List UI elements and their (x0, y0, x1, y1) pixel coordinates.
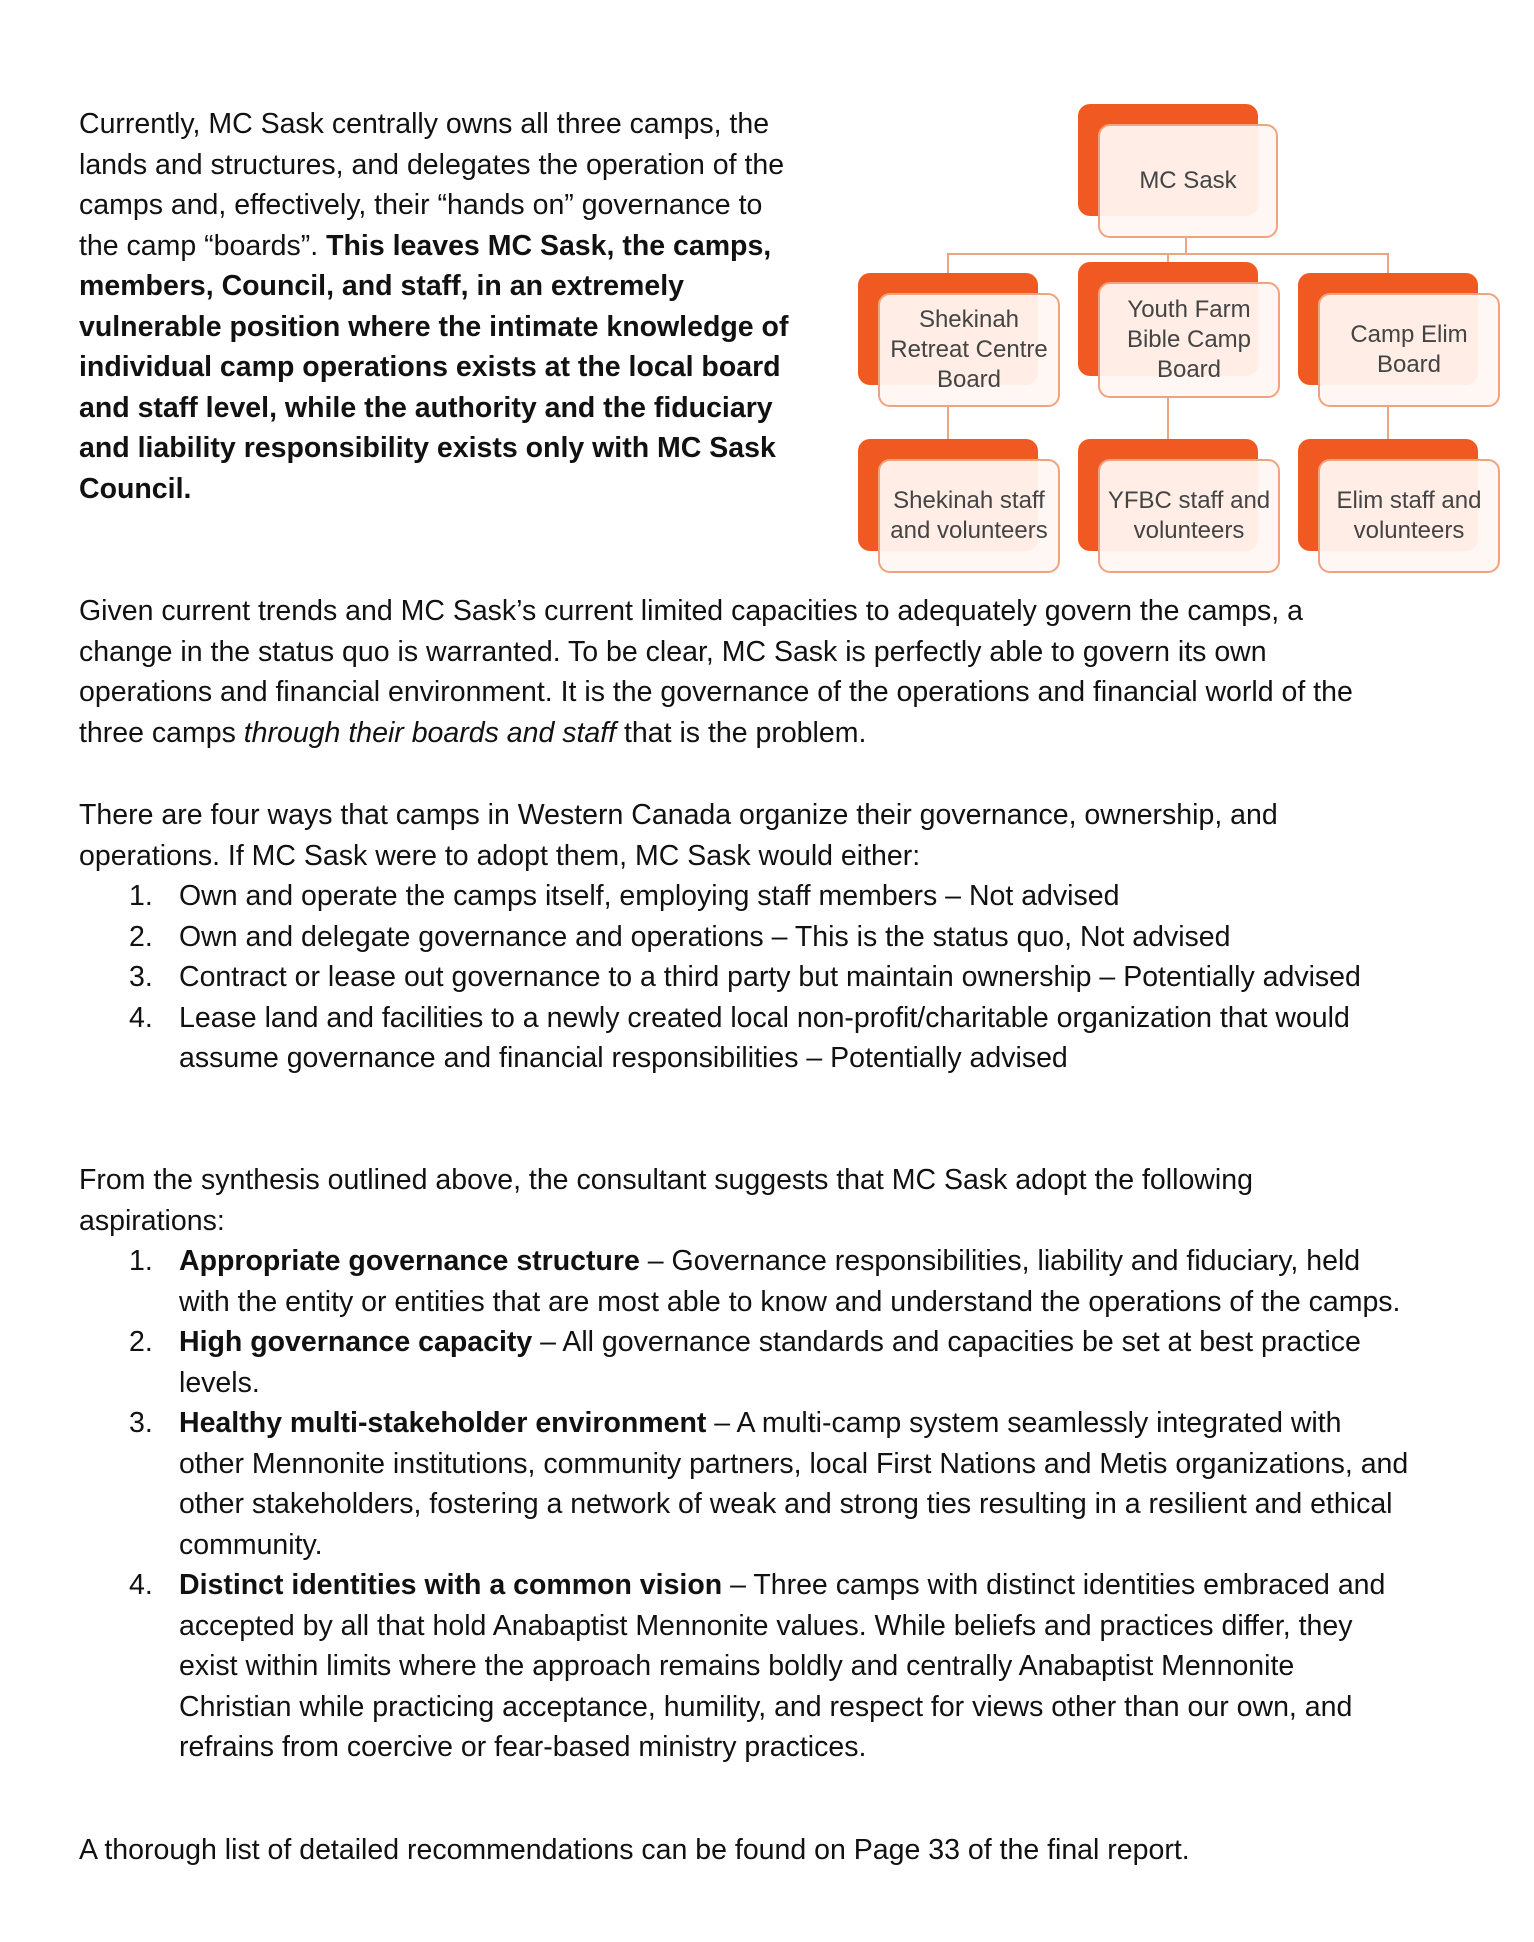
list-item (79, 1403, 1409, 1565)
list-item-text: – Governance responsibilities, liability and fiduciary, held with the entity or entities that are most able to know and understand the operations of the camps. (179, 1245, 1401, 1318)
options-list (79, 876, 1409, 1079)
list-number: 4. (129, 1001, 153, 1034)
list-item (79, 1565, 1409, 1768)
org-node-yfbc-board (1078, 262, 1280, 398)
list-item (79, 1322, 1409, 1403)
intro-paragraph (79, 104, 799, 509)
list-number: 1. (129, 880, 153, 912)
list-item (79, 876, 1409, 917)
list-number: 2. (129, 1326, 153, 1358)
org-node-label: Shekinah staff and volunteers (890, 487, 1048, 544)
list-number: 3. (129, 1407, 153, 1439)
list-item (79, 917, 1409, 958)
list-item-text: Own and delegate governance and operations – This is the status quo, Not advised (179, 920, 1231, 953)
list-number: 3. (129, 961, 153, 993)
list-item-text: Own and operate the camps itself, employing staff members – Not advised (179, 880, 1120, 912)
intro-text: Currently, MC Sask centrally owns all three camps, the lands and structures, and delegates the operation of the camps and, effectively, their “hands on” governance to the camp “boards”. (79, 108, 785, 262)
intro-bold-text: This leaves MC Sask, the camps, members, Council, and staff, in an extremely vulnerable position where the intimate knowledge of individual camp operations exists at the local board and staff level, while the authority and the fiduciary and liability responsibility exists only with MC Sask Council. (79, 229, 789, 505)
org-node-mc-sask (1078, 104, 1278, 238)
list-item-text: – Three camps with distinct identities embraced and accepted by all that hold Anabaptist Mennonite values. While beliefs and practices differ, they exist within limits where the approach remains boldly and centrally Anabaptist Mennonite Christian while practicing acceptance, humility, and respect for views other than our own, and refrains from coercive or fear-based ministry practices. (179, 1569, 1386, 1763)
org-node-label: Camp Elim Board (1350, 321, 1468, 378)
org-node-yfbc-staff (1078, 439, 1280, 573)
org-node-label: Shekinah Retreat Centre Board (890, 306, 1048, 393)
trends-text-b: that is the problem. (616, 716, 867, 749)
org-node-label: Elim staff and volunteers (1336, 487, 1482, 544)
four-ways-paragraph: There are four ways that camps in Western Canada organize their governance, ownership, and operations. If MC Sask were to adopt them, MC Sask would either: (79, 799, 1278, 872)
list-item-text: – All governance standards and capacities be set at best practice levels. (179, 1326, 1361, 1399)
org-node-label: Youth Farm Bible Camp Board (1126, 296, 1252, 383)
org-node-label: YFBC staff and volunteers (1107, 487, 1271, 544)
list-item (79, 998, 1409, 1079)
list-number: 4. (129, 1569, 153, 1601)
aspirations-list (79, 1241, 1409, 1768)
trends-text-a: Given current trends and MC Sask’s current limited capacities to adequately govern the camps, a change in the status quo is warranted. To be clear, MC Sask is perfectly able to govern its own operations and financial environment. It is the governance of the operations and financial world of the three camps (79, 595, 1353, 749)
list-item-text: Lease land and facilities to a newly created local non-profit/charitable organization that would assume governance and financial responsibilities – Potentially advised (179, 1001, 1350, 1074)
trends-paragraph (79, 591, 1399, 753)
trends-italic: through their boards and staff (243, 716, 617, 749)
org-node-shekinah-board (858, 273, 1060, 407)
list-item (79, 1241, 1409, 1322)
list-item-text: Contract or lease out governance to a third party but maintain ownership – Potentially advised (179, 961, 1361, 993)
aspiration-title: Healthy multi-stakeholder environment (179, 1407, 707, 1439)
recommendations-paragraph: A thorough list of detailed recommendations can be found on Page 33 of the final report. (79, 1834, 1190, 1866)
list-number: 1. (129, 1245, 153, 1277)
list-item-text: – A multi-camp system seamlessly integrated with other Mennonite institutions, community partners, local First Nations and Metis organizations, and other stakeholders, fostering a network of weak and strong ties resulting in a resilient and ethical community. (179, 1407, 1409, 1561)
synthesis-paragraph: From the synthesis outlined above, the consultant suggests that MC Sask adopt the following aspirations: (79, 1164, 1253, 1237)
org-node-shekinah-staff (858, 439, 1060, 573)
aspiration-title: High governance capacity (179, 1326, 533, 1358)
list-item (79, 957, 1409, 998)
list-number: 2. (129, 920, 153, 953)
aspiration-title: Appropriate governance structure (179, 1245, 640, 1277)
org-node-label: MC Sask (1139, 167, 1237, 194)
aspiration-title: Distinct identities with a common vision (179, 1569, 723, 1601)
org-node-elim-staff (1298, 439, 1500, 573)
org-node-elim-board (1298, 273, 1500, 407)
